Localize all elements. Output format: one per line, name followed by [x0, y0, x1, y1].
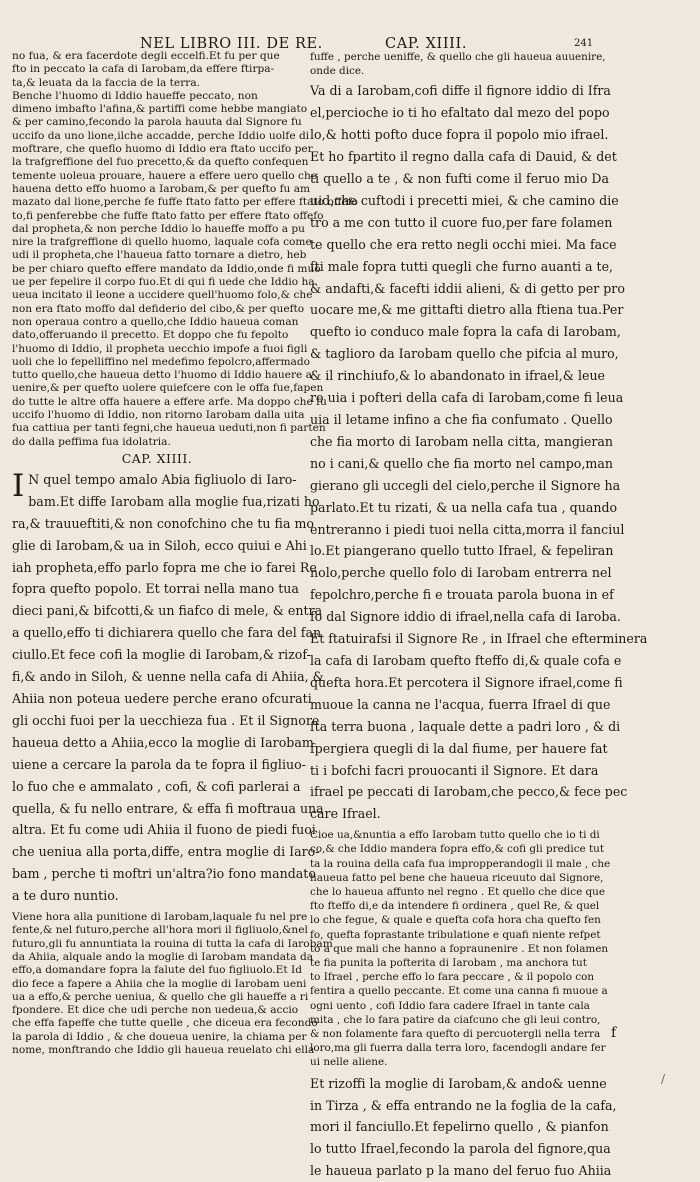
text-line: bam , perche ti moftri un'altra?io fono mandato — [12, 866, 316, 882]
text-line: ra,& trauueftiti,& non conofchino che tu fia mo — [12, 515, 314, 531]
text-line: che ueniua alla porta,diffe, entra moglie di Iaro- — [12, 844, 320, 860]
text-line: ti i bofchi facri prouocanti il Signore. Et dara — [310, 762, 599, 778]
text-line: ueua incitato il leone a uccidere quell'huomo folo,& che — [12, 289, 313, 302]
note-line: te fia punita la pofterita di Iarobam , ma anchora tut — [310, 957, 587, 970]
text-line: che fia morto di Iarobam nella citta, mangieran — [310, 433, 614, 449]
text-line: ti quello a te , & non fufti come il feruo mio Da — [310, 171, 610, 187]
text-line: in Tirza , & effa entrando ne la foglia de la cafa, — [310, 1097, 617, 1113]
text-line: moftrare, che queflo huomo di Iddio era ftato uccifo per — [12, 143, 313, 156]
text-line: dal propheta,& non perche Iddio lo haueffe moffo a pu — [12, 222, 305, 235]
text-line: Et ho fpartito il regno dalla cafa di Dauid, & det — [310, 149, 617, 165]
text-line: do tutte le altre offa hauere a effere arfe. Ma doppo che fu — [12, 395, 327, 408]
running-title: NEL LIBRO III. DE RE. — [140, 36, 323, 52]
text-line: dato,offeruando il precetto. Et doppo che fu fepolto — [12, 329, 289, 342]
note-line: lo che fegue, & quale e quefta cofa hora cha quefto fen — [310, 914, 601, 927]
note-line: futuro,gli fu annuntiata la rouina di tutta la cafa di Iarobam — [12, 937, 333, 950]
text-line: fo dal Signore iddio di ifrael,nella cafa di Iaroba. — [310, 609, 621, 625]
right-biblical-text-continued — [310, 1073, 648, 1182]
note-line: effo,a domandare fopra la falute del fuo figliuolo.Et Id — [12, 964, 302, 977]
text-line: nire la trafgreffione di quello huomo, laquale cofa come — [12, 236, 312, 249]
text-line: uccifo l'huomo di Iddio, non ritorno Iarobam dalla uita — [12, 409, 305, 422]
text-line: iah propheta,effo parlo fopra me che io farei Re — [12, 559, 317, 575]
text-line: dimeno imbafto l'afina,& partiffi come hebbe mangiato — [12, 103, 308, 116]
note-line: co,& che Iddio mandera fopra effo,& cofi gli predice tut — [310, 843, 605, 856]
chapter-reference: CAP. XIIII. — [385, 36, 468, 52]
text-line: Et rizoffi la moglie di Iarobam,& ando& uenne — [310, 1075, 607, 1091]
text-line: te quello che era retto negli occhi miei. Ma face — [310, 236, 617, 252]
right-column — [310, 50, 648, 1179]
text-line: haueua detto a Ahiia,ecco la moglie di Iarobam — [12, 734, 314, 750]
text-line: el,percioche io ti ho efaltato dal mezo del popo — [310, 105, 610, 121]
right-biblical-text — [310, 80, 648, 825]
page-number: 241 — [574, 38, 594, 49]
chapter-text — [12, 467, 324, 907]
text-line: glie di Iarobam,& ua in Siloh, ecco quiui e Ahi — [12, 537, 307, 553]
note-line: Viene hora alla punitione di Iarobam,laquale fu nel pre — [12, 911, 308, 924]
note-line: la parola di Iddio , & che doueua uenire, la chiama per — [12, 1030, 307, 1043]
text-line: uocare me,& me gittafti dietro alla ftiena tua.Per — [310, 302, 624, 318]
text-line: gierano gli uccegli del cielo,perche il Signore ha — [310, 477, 621, 493]
text-line: N quel tempo amalo Abia figliuolo di Iaro- — [28, 471, 297, 487]
text-line: le haueua parlato p la mano del feruo fuo Ahiia — [310, 1163, 612, 1179]
text-line: uoli che lo fepelliffino nel medefimo fepolcro,affermado — [12, 355, 311, 368]
text-line: a quello,effo ti dichiarera quello che fara del fan — [12, 625, 322, 641]
text-line: fi,& ando in Siloh, & uenne nella cafa di Ahiia, & — [12, 669, 324, 685]
note-line: haueua fatto pel bene che haueua riceuuto dal Signore, — [310, 871, 604, 884]
text-line: bam.Et diffe Iarobam alla moglie fua,rizati ho — [28, 493, 320, 509]
drop-capital: I — [12, 467, 25, 504]
right-commentary-top — [310, 50, 648, 78]
text-line: mazato dal lione,perche fe fuffe ftato fatto per effere ftato offefo — [12, 196, 358, 209]
text-line: la cafa di Iarobam quefto fteffo di,& quale cofa e — [310, 652, 622, 668]
text-line: nolo,perche quello folo di Iarobam entrerra nel — [310, 565, 612, 581]
text-line: lo tutto Ifrael,fecondo la parola del fignore,qua — [310, 1141, 611, 1157]
note-line: & non folamente fara quefto di percuotergli nella terra — [310, 1028, 601, 1041]
text-line: entreranno i piedi tuoi nella citta,morra il fanciul — [310, 521, 625, 537]
text-line: & andafti,& facefti iddii alieni, & di getto per pro — [310, 280, 625, 296]
text-line: tro a me con tutto il cuore fuo,per fare folamen — [310, 214, 613, 230]
text-line: gli occhi fuoi per la uecchieza fua . Et il Signore — [12, 712, 320, 728]
text-line: dieci pani,& bifcotti,& un fiafco di mele, & entra — [12, 603, 323, 619]
text-line: lo,& hotti pofto duce fopra il popolo mio ifrael. — [310, 127, 609, 143]
text-line: uiene a cercare la parola da te fopra il figliuo- — [12, 756, 306, 772]
text-line: ciullo.Et fece cofi la moglie di Iarobam,& rizof- — [12, 647, 311, 663]
note-line: ui nelle aliene. — [310, 1056, 388, 1069]
note-line: da Ahiia, alquale ando la moglie di Iarobam mandata da — [12, 950, 314, 963]
text-line: ue per fepelire il corpo fuo.Et di qui fi uede che Iddio ha — [12, 276, 315, 289]
text-line: Ahiia non poteua uedere perche erano ofcurati — [12, 690, 312, 706]
text-line: uid,che cuftodi i precetti miei, & che camino die — [310, 192, 619, 208]
text-line: quella, & fu nello entrare, & effa fi moftraua una — [12, 800, 324, 816]
text-line: hauena detto effo huomo a Iarobam,& per quefto fu am — [12, 182, 311, 195]
note-line: onde dice. — [310, 65, 365, 78]
text-line: be per chiaro quefto effere mandato da Iddio,onde fi muo — [12, 262, 321, 275]
note-line: to Ifrael , perche effo lo fara peccare , & il popolo con — [310, 971, 595, 984]
text-line: parlato.Et tu rizati, & ua nella cafa tua , quando — [310, 499, 618, 515]
text-line: l'huomo di Iddio, il propheta uecchio impofe a fuoi figli — [12, 342, 308, 355]
text-line: care Ifrael. — [310, 806, 381, 822]
note-line: fto fteffo di,e da intendere fi ordinera , quel Re, & quel — [310, 900, 600, 913]
note-line: to a que mali che hanno a fopraunenire . Et non folamen — [310, 942, 609, 955]
note-line: Cioe ua,&nuntia a effo Iarobam tutto quello che io ti di — [310, 829, 600, 842]
text-line: udi il propheta,che l'haueua fatto tornare a dietro, heb — [12, 249, 307, 262]
signature-mark: f — [611, 1025, 617, 1041]
text-line: Benche l'huomo di Iddio haueffe peccato, non — [12, 89, 258, 102]
text-line: quefto io conduco male fopra la cafa di Iarobam, — [310, 324, 621, 340]
note-line: mita , che lo fara patire da ciafcuno che gli leui contro, — [310, 1013, 601, 1026]
text-line: la trafgreffione del fuo precetto,& da quefto confequen — [12, 156, 309, 169]
left-notes — [12, 911, 333, 1057]
note-line: ua a effo,& perche ueniua, & quello che gli haueffe a ri — [12, 990, 309, 1003]
text-line: Et ftatuirafsi il Signore Re , in Ifrael che efterminera — [310, 631, 648, 647]
text-line: muoue la canna ne l'acqua, fuerra Ifrael di que — [310, 696, 611, 712]
text-line: uenire,& per quefto uolere quiefcere con le offa fue,fapen — [12, 382, 324, 395]
text-line: mori il fanciullo.Et fepelirno quello , & pianfon — [310, 1119, 609, 1135]
note-line: dio fece a fapere a Ahiia che la moglie di Iarobam ueni — [12, 977, 307, 990]
text-line: fepolchro,perche fi e trouata parola buona in ef — [310, 587, 614, 603]
text-line: tutto quello,che haueua detto l'huomo di Iddio hauere a — [12, 369, 312, 382]
text-line: no fua, & era facerdote degli eccelfi.Et fu per que — [12, 50, 280, 62]
text-line: & il rinchiufo,& lo abandonato in ifrael,& leue — [310, 368, 606, 384]
note-line: ogni uento , cofi Iddio fara cadere Ifrael in tante cala — [310, 999, 590, 1012]
text-line: Va di a Iarobam,cofi diffe il fignore iddio di Ifra — [310, 83, 611, 99]
note-line: fente,& nel futuro,perche all'hora mori il figliuolo,&nel — [12, 924, 308, 937]
margin-mark: / — [661, 1072, 666, 1086]
text-line: fopra quefto popolo. Et torrai nella mano tua — [12, 581, 299, 597]
chapter-heading: CAP. XIIII. — [121, 450, 193, 466]
text-line: lo fuo che e ammalato , cofi, & cofi parlerai a — [12, 778, 301, 794]
text-line: & taglioro da Iarobam quello che pifcia al muro, — [310, 346, 619, 362]
text-line: to,fi penferebbe che fuffe ftato fatto per effere ftato offefo — [12, 209, 324, 222]
note-line: ta la rouina della cafa fua impropperandogli il male , che — [310, 857, 611, 870]
note-line: fpondere. Et dice che udi perche non uedeua,& accio — [12, 1004, 299, 1017]
text-line: altra. Et fu come udi Ahiia il fuono de piedi fuoi — [12, 822, 316, 838]
text-line: fta terra buona , laquale dette a padri loro , & di — [310, 718, 621, 734]
text-line: no i cani,& quello che fia morto nel campo,man — [310, 455, 613, 471]
text-line: non operaua contro a quello,che Iddio haueua coman — [12, 315, 299, 328]
text-line: quefta hora.Et percotera il Signore ifrael,come fi — [310, 674, 623, 690]
text-line: uia il letame infino a che fia confumato . Quello — [310, 412, 613, 427]
note-line: loro,ma gli fuerra dalla terra loro, facendogli andare fer — [310, 1042, 606, 1055]
note-line: nome, monftrando che Iddio gli haueua reuelato chi ella — [12, 1044, 315, 1056]
note-line: che lo haueua affunto nel regno . Et quello che dice que — [310, 886, 606, 899]
note-line: fentira a quello peccante. Et come una canna fi muoue a — [310, 985, 608, 998]
right-notes — [310, 828, 648, 1069]
text-line: fto in peccato la cafa di Iarobam,da effere ftirpa- — [12, 63, 275, 76]
text-line: fua cattiua per tanti fegni,che haueua ueduti,non fi parten — [12, 422, 326, 435]
text-line: fti male fopra tutti quegli che furno auanti a te, — [310, 258, 614, 274]
text-line: temente uoleua prouare, hauere a effere uero quello che — [12, 169, 318, 182]
text-line: ta,& leuata da la faccia de la terra. — [12, 76, 201, 89]
note-line: fo, quefta foprastante tribulatione e quafi niente refpet — [310, 928, 601, 941]
text-line: uccifo da uno lione,ilche accadde, perche Iddio uolfe di — [12, 129, 310, 142]
text-line: ro uia i pofteri della cafa di Iarobam,come fi leua — [310, 390, 624, 406]
text-line: ifrael pe peccati di Iarobam,che pecco,& fece pec — [310, 784, 628, 800]
text-line: non era ftato moffo dal defiderio del cibo,& per quefto — [12, 302, 305, 315]
text-line: a te duro nuntio. — [12, 888, 119, 904]
note-line: che effa fapeffe che tutte quelle , che diceua era fecondo — [12, 1017, 318, 1030]
note-line: fuffe , perche ueniffe, & quello che gli haueua auuenire, — [310, 51, 606, 63]
text-line: do dalla peffima fua idolatria. — [12, 435, 171, 448]
text-line: lo.Et piangerano quello tutto Ifrael, & fepeliran — [310, 543, 614, 559]
text-line: fpergiera quegli di la dal fiume, per hauere fat — [310, 740, 608, 756]
text-line: & per camino,fecondo la parola hauuta dal Signore fu — [12, 116, 302, 129]
